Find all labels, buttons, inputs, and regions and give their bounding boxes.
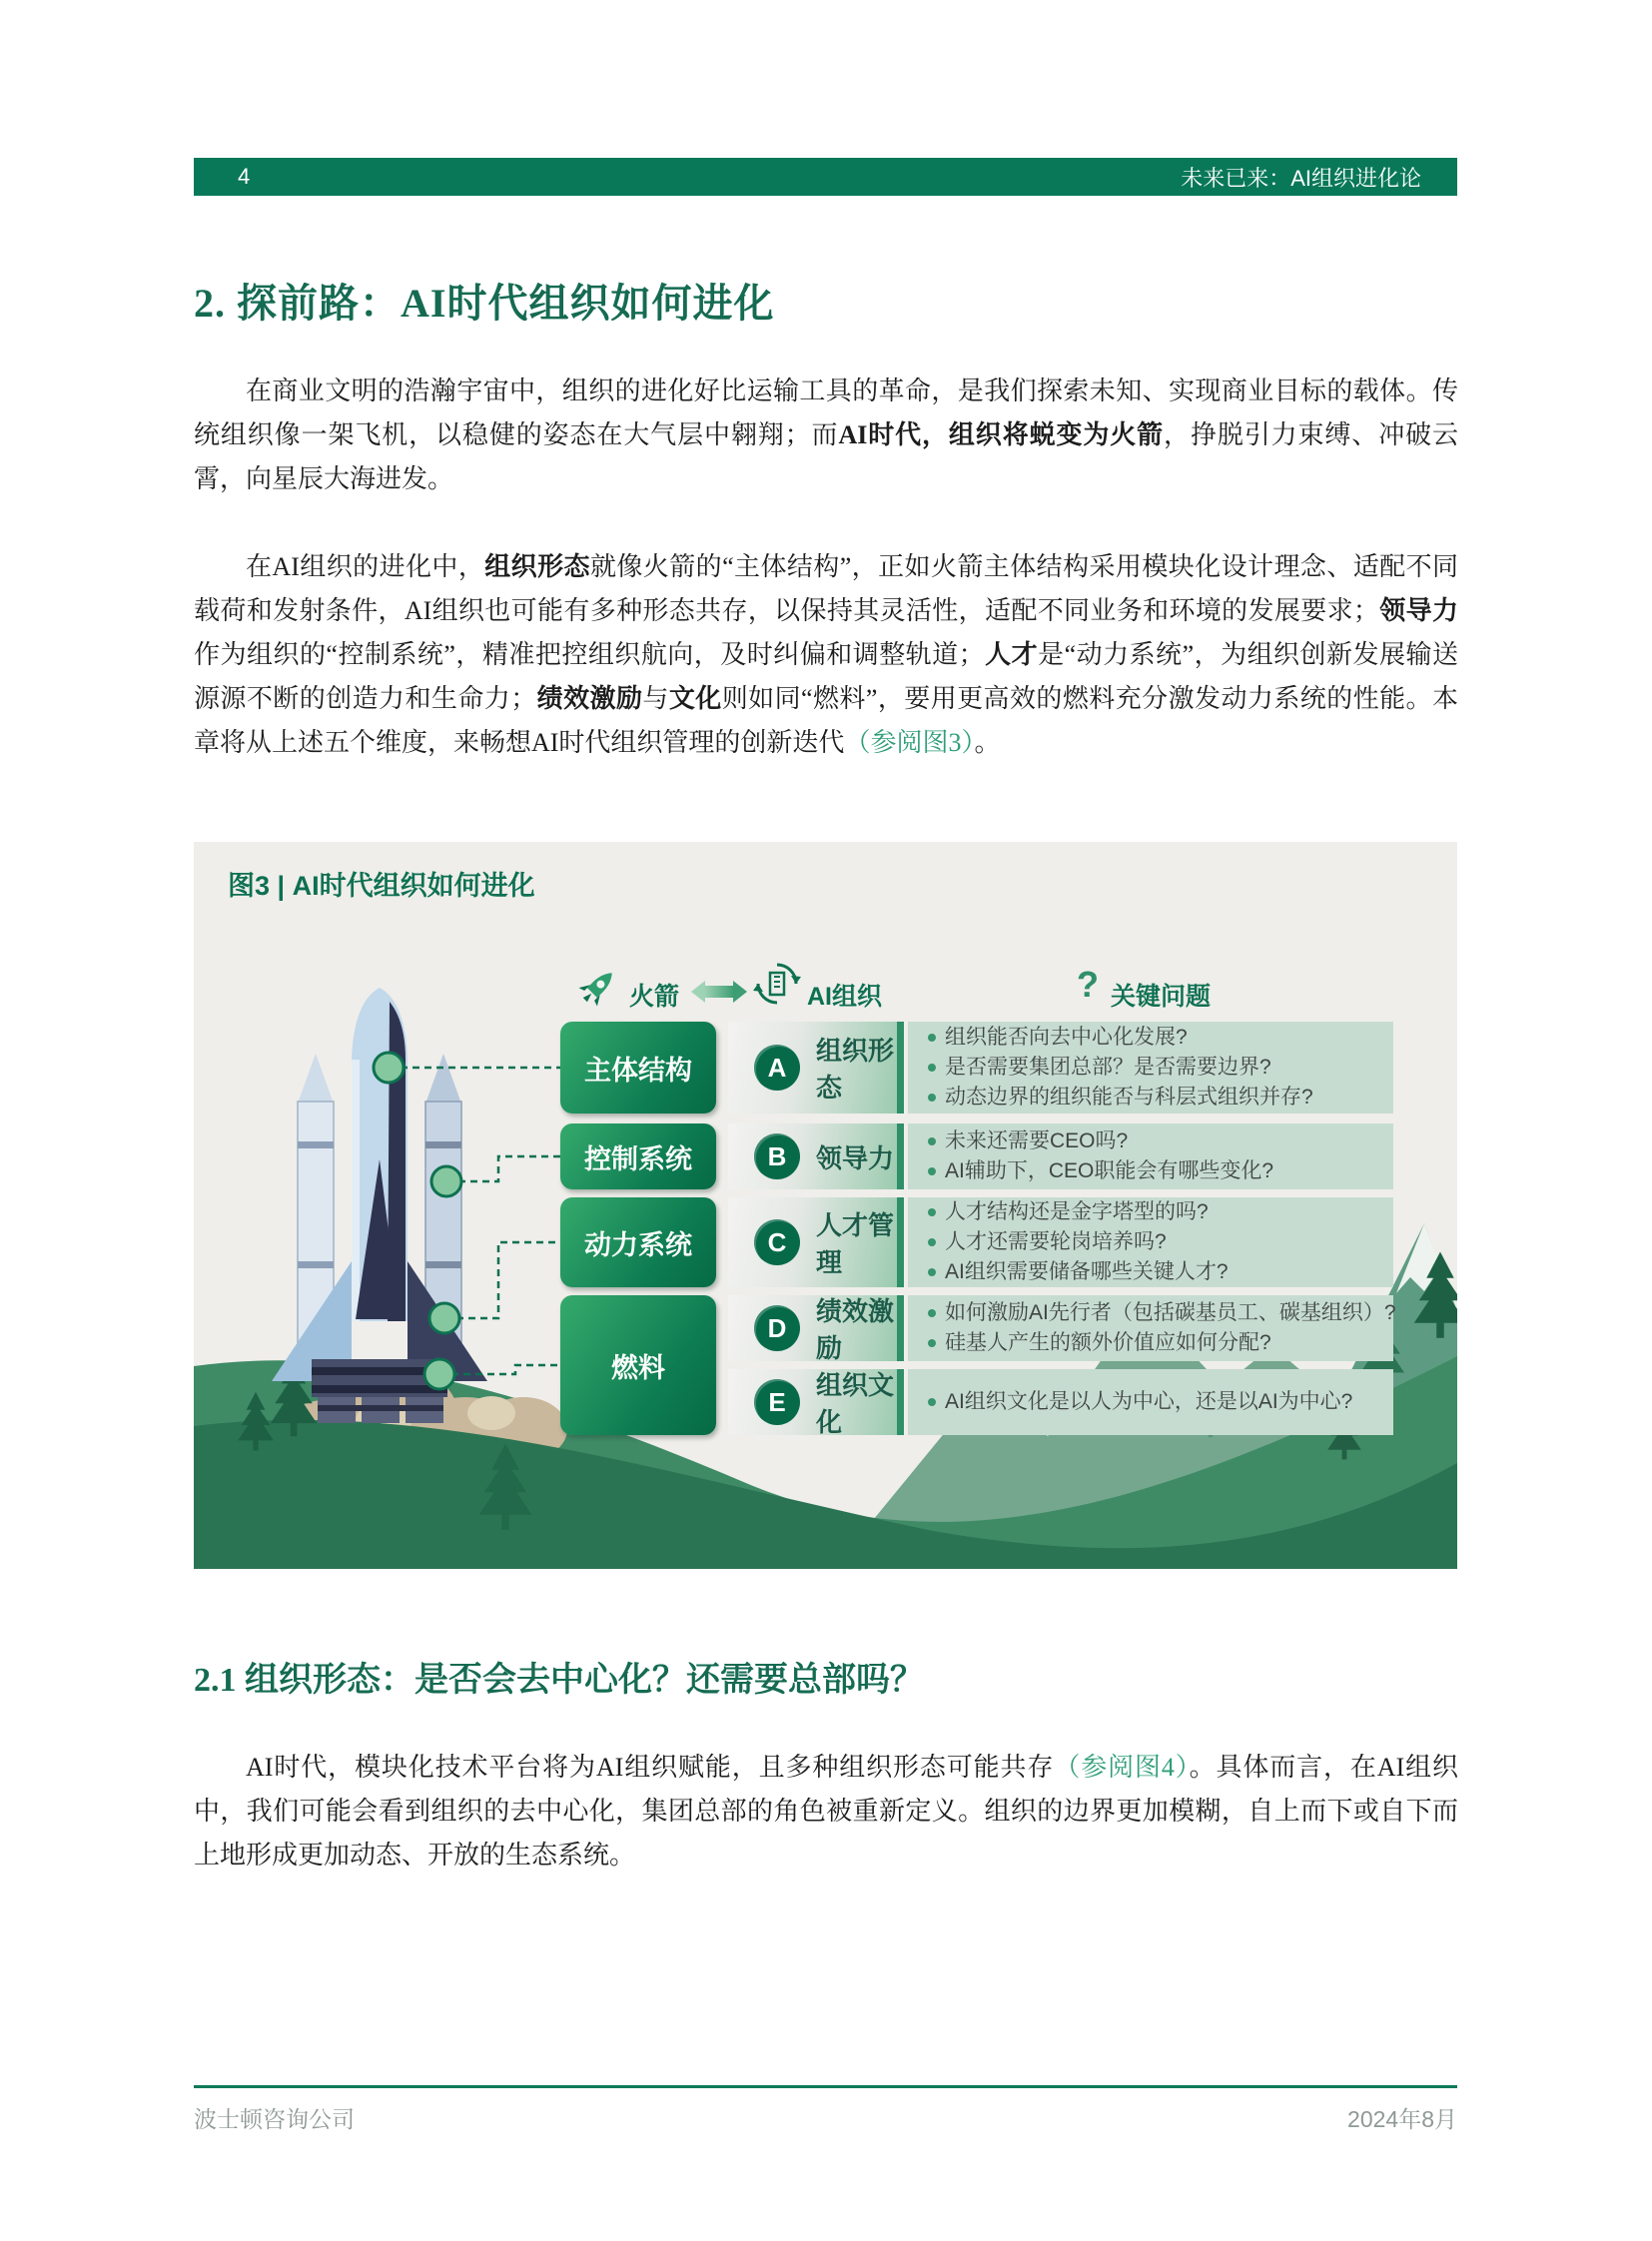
dimension-label-a: 组织形态	[816, 1036, 895, 1103]
dimension-label-e: 组织文化	[816, 1370, 895, 1437]
bullet-icon	[928, 1167, 936, 1175]
letter-badge-c: C	[754, 1219, 800, 1265]
question-text: 人才还需要轮岗培养吗?	[945, 1230, 1167, 1253]
question-item	[928, 1023, 1385, 1053]
dimension-cell-b	[728, 1123, 904, 1189]
questions-cell-d	[908, 1295, 1396, 1361]
bullet-icon	[928, 1268, 936, 1276]
section-heading: 2. 探前路：AI时代组织如何进化	[194, 281, 775, 326]
bullet-icon	[928, 1309, 936, 1317]
letter-badge-a: A	[754, 1045, 800, 1091]
bullet-icon	[928, 1064, 936, 1072]
bullet-icon	[928, 1339, 936, 1347]
dimension-label-d: 绩效激励	[816, 1296, 895, 1363]
legend-ai-org-label: AI组织	[807, 983, 883, 1011]
dimension-cell-c	[728, 1197, 904, 1287]
question-item	[928, 1053, 1385, 1083]
bullet-icon	[928, 1137, 936, 1145]
letter-badge-d: D	[754, 1305, 800, 1351]
letter-badge-b: B	[754, 1133, 800, 1179]
letter-badge-e: E	[754, 1379, 800, 1425]
exchange-arrow-icon	[691, 978, 747, 1006]
legend-rocket-label: 火箭	[629, 983, 680, 1011]
question-item	[928, 1126, 1385, 1156]
dimension-cell-d	[728, 1295, 904, 1361]
legend-key-questions-label: 关键问题	[1111, 983, 1212, 1011]
question-text: AI辅助下，CEO职能会有哪些变化?	[945, 1159, 1274, 1182]
dimension-label-c: 人才管理	[816, 1210, 895, 1277]
questions-cell-a	[908, 1022, 1393, 1114]
system-box-main-structure: 主体结构	[560, 1022, 716, 1114]
figure-title: 图3 | AI时代组织如何进化	[228, 871, 535, 901]
system-box-fuel: 燃料	[560, 1295, 716, 1435]
question-text: 动态边界的组织能否与科层式组织并存?	[945, 1086, 1313, 1109]
question-item	[928, 1156, 1385, 1186]
document-title: 未来已来：AI组织进化论	[1181, 165, 1421, 191]
bullet-icon	[928, 1034, 936, 1042]
questions-cell-c	[908, 1197, 1393, 1287]
bullet-icon	[928, 1238, 936, 1246]
rocket-graphic	[272, 988, 487, 1423]
page-number: 4	[238, 164, 251, 189]
paragraph-3: AI时代，模块化技术平台将为AI组织赋能，且多种组织形态可能共存（参阅图4）。具体而言，在AI组织中，我们可能会看到组织的去中心化，集团总部的角色被重新定义。组织的边界更加模糊，自上而下或自下而上地形成更加动态、开放的生态系统。	[194, 1753, 1458, 1869]
bullet-icon	[928, 1398, 936, 1406]
questions-cell-e	[908, 1369, 1393, 1435]
system-box-power-system: 动力系统	[560, 1197, 716, 1287]
footer-company: 波士顿咨询公司	[194, 2106, 355, 2132]
question-item	[928, 1257, 1385, 1287]
question-mark-icon: ?	[1077, 964, 1099, 1005]
system-box-control-system: 控制系统	[560, 1123, 716, 1189]
question-item	[928, 1197, 1385, 1227]
question-text: 是否需要集团总部？是否需要边界?	[945, 1056, 1271, 1079]
page-footer	[194, 2101, 1457, 2134]
question-text: 硅基人产生的额外价值应如何分配?	[945, 1331, 1271, 1354]
dimension-cell-e	[728, 1369, 904, 1435]
figure-reference-link[interactable]: （参阅图3）	[844, 728, 975, 757]
figure-reference-link[interactable]: （参阅图4）	[1054, 1753, 1190, 1782]
page-header-bar	[194, 158, 1457, 196]
footer-divider	[194, 2085, 1457, 2088]
question-text: 如何激励AI先行者（包括碳基员工、碳基组织）?	[945, 1301, 1396, 1324]
question-text: 未来还需要CEO吗?	[945, 1129, 1129, 1152]
question-item	[928, 1328, 1385, 1358]
paragraph-1: 在商业文明的浩瀚宇宙中，组织的进化好比运输工具的革命，是我们探索未知、实现商业目标的载体。传统组织像一架飞机，以稳健的姿态在大气层中翱翔；而AI时代，组织将蜕变为火箭，挣脱引力束缚、冲破云霄，向星辰大海进发。	[194, 376, 1458, 493]
questions-cell-b	[908, 1123, 1393, 1189]
dimension-label-b: 领导力	[816, 1142, 895, 1173]
footer-date: 2024年8月	[1347, 2106, 1457, 2132]
question-text: AI组织文化是以人为中心，还是以AI为中心?	[945, 1390, 1353, 1413]
question-item	[928, 1387, 1385, 1417]
bullet-icon	[928, 1208, 936, 1216]
question-item	[928, 1083, 1385, 1113]
question-text: 人才结构还是金字塔型的吗?	[945, 1200, 1209, 1223]
bullet-icon	[928, 1094, 936, 1102]
question-item	[928, 1298, 1396, 1328]
rocket-icon	[577, 964, 621, 1008]
question-text: 组织能否向去中心化发展?	[945, 1026, 1188, 1049]
dimension-cell-a	[728, 1022, 904, 1114]
subsection-heading: 2.1 组织形态：是否会去中心化？还需要总部吗？	[194, 1662, 924, 1699]
figure-3	[194, 842, 1457, 1569]
question-item	[928, 1227, 1385, 1257]
ai-organization-icon	[753, 960, 801, 1008]
question-text: AI组织需要储备哪些关键人才?	[945, 1260, 1229, 1283]
paragraph-2: 在AI组织的进化中，组织形态就像火箭的“主体结构”，正如火箭主体结构采用模块化设计理念、适配不同载荷和发射条件，AI组织也可能有多种形态共存，以保持其灵活性，适配不同业务和环境的发展要求；领导力作为组织的“控制系统”，精准把控组织航向，及时纠偏和调整轨道；人才是“动力系统”，为组织创新发展输送源源不断的创造力和生命力；绩效激励与文化则如同“燃料”，要用更高效的燃料充分激发动力系统的性能。本章将从上述五个维度，来畅想AI时代组织管理的创新迭代（参阅图3）。	[194, 552, 1458, 757]
